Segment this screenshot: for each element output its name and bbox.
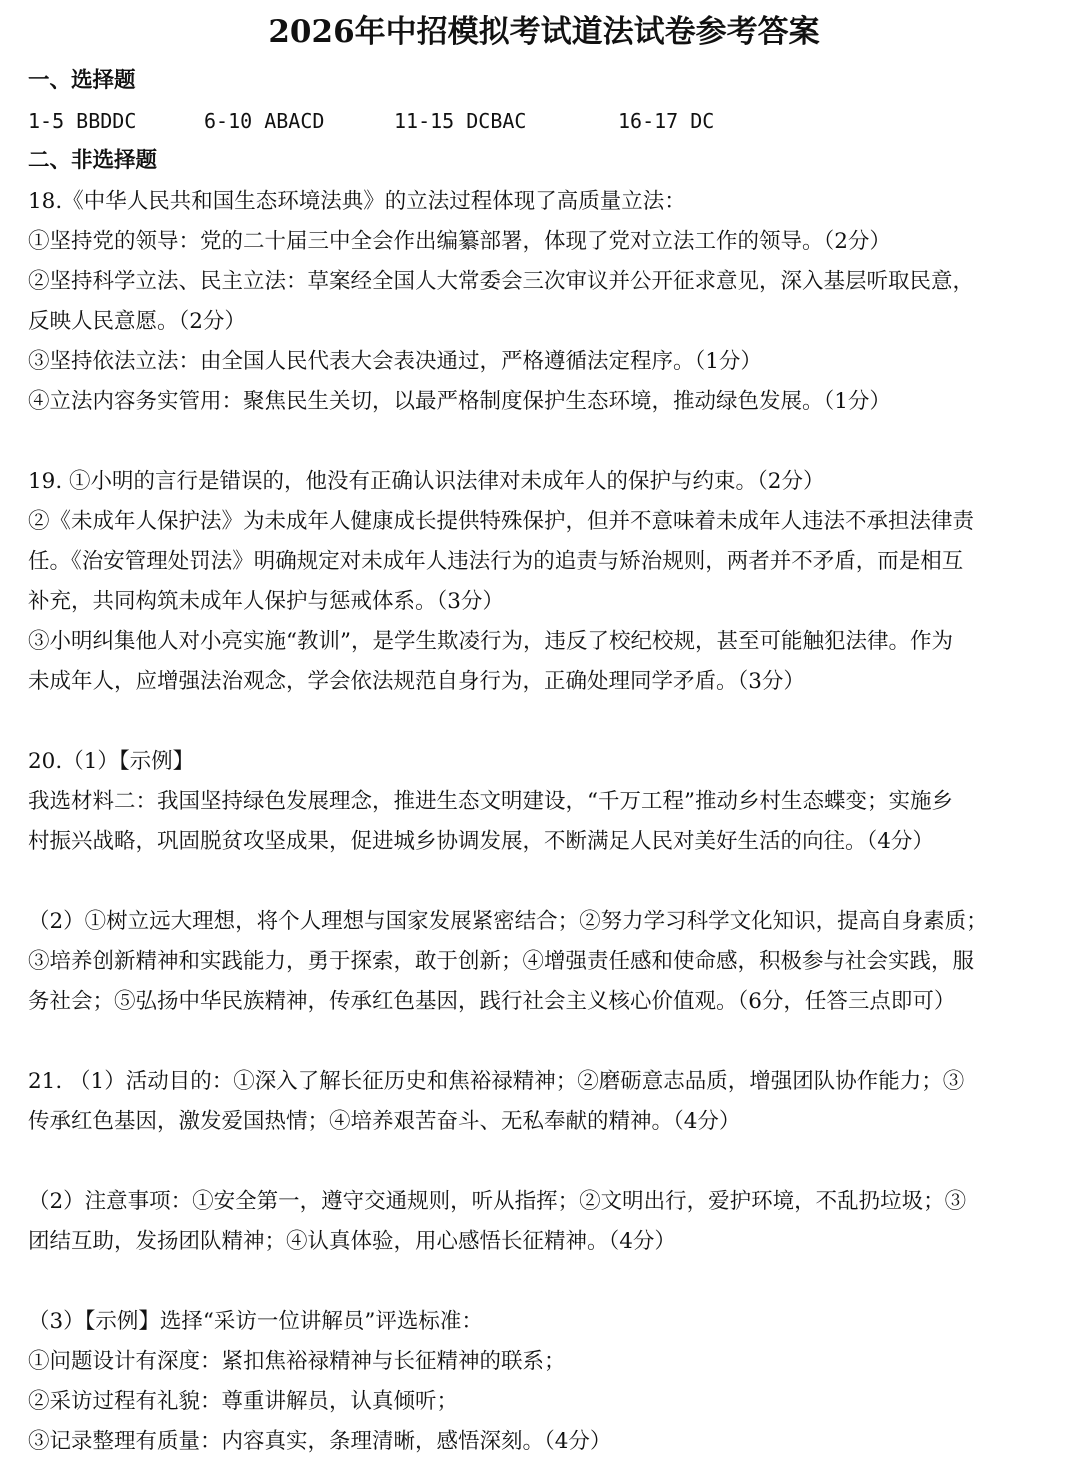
q20-part2-line: 务社会；⑤弘扬中华民族精神，传承红色基因，践行社会主义核心价值观。（6分，任答三点即可） bbox=[28, 989, 956, 1014]
q18-line: ④立法内容务实管用：聚焦民生关切，以最严格制度保护生态环境，推动绿色发展。（1分） bbox=[28, 389, 891, 414]
mc-answer-group: 6-10 ABACD bbox=[204, 109, 325, 133]
q21-part1-line: 传承红色基因，激发爱国热情；④培养艰苦奋斗、无私奉献的精神。（4分） bbox=[28, 1109, 741, 1134]
q21-part1-line: 21. （1）活动目的：①深入了解长征历史和焦裕禄精神；②磨砺意志品质，增强团队协作能力；③ bbox=[28, 1069, 965, 1094]
mc-answer-group: 11-15 DCBAC bbox=[394, 109, 527, 133]
q21-part2-line: （2）注意事项：①安全第一，遵守交通规则，听从指挥；②文明出行，爱护环境，不乱扔垃圾；③ bbox=[28, 1189, 967, 1214]
q18-line: ②坚持科学立法、民主立法：草案经全国人大常委会三次审议并公开征求意见，深入基层听取民意， bbox=[28, 269, 975, 294]
q18-line: 反映人民意愿。（2分） bbox=[28, 309, 246, 334]
q21-part3-line: ②采访过程有礼貌：尊重讲解员，认真倾听； bbox=[28, 1389, 459, 1414]
q19-line: ②《未成年人保护法》为未成年人健康成长提供特殊保护，但并不意味着未成年人违法不承担法律责 bbox=[28, 509, 975, 534]
q21-part3-line: ①问题设计有深度：紧扣焦裕禄精神与长征精神的联系； bbox=[28, 1349, 566, 1374]
q18-line: 18.《中华人民共和国生态环境法典》的立法过程体现了高质量立法： bbox=[28, 189, 686, 214]
mc-answer-group: 1-5 BBDDC bbox=[28, 109, 137, 133]
q20-part2-line: （2）①树立远大理想，将个人理想与国家发展紧密结合；②努力学习科学文化知识，提高自身素质； bbox=[28, 909, 988, 934]
q19-line: 未成年人，应增强法治观念，学会依法规范自身行为，正确处理同学矛盾。（3分） bbox=[28, 669, 805, 694]
q20-part1-line: 村振兴战略，巩固脱贫攻坚成果，促进城乡协调发展，不断满足人民对美好生活的向往。（4分） bbox=[28, 829, 934, 854]
q18-line: ①坚持党的领导：党的二十届三中全会作出编纂部署，体现了党对立法工作的领导。（2分） bbox=[28, 229, 891, 254]
q20-part1-line: 20.（1）【示例】 bbox=[28, 749, 195, 774]
q19-line: 19. ①小明的言行是错误的，他没有正确认识法律对未成年人的保护与约束。（2分） bbox=[28, 469, 825, 494]
page-title: 2026年中招模拟考试道法试卷参考答案 bbox=[268, 14, 820, 50]
q20-part1-line: 我选材料二：我国坚持绿色发展理念，推进生态文明建设，“千万工程”推动乡村生态蝶变；实施乡 bbox=[28, 789, 953, 814]
q19-line: 任。《治安管理处罚法》明确规定对未成年人违法行为的追责与矫治规则，两者并不矛盾，而是相互 bbox=[28, 549, 964, 574]
section-heading-multiple-choice: 一、选择题 bbox=[28, 68, 136, 93]
q19-line: 补充，共同构筑未成年人保护与惩戒体系。（3分） bbox=[28, 589, 504, 614]
section-heading-non-choice: 二、非选择题 bbox=[28, 148, 158, 173]
q21-part3-line: （3）【示例】选择“采访一位讲解员”评选标准： bbox=[28, 1309, 483, 1334]
q21-part3-line: ③记录整理有质量：内容真实，条理清晰，感悟深刻。（4分） bbox=[28, 1429, 612, 1454]
mc-answer-group: 16-17 DC bbox=[618, 109, 715, 133]
q20-part2-line: ③培养创新精神和实践能力，勇于探索，敢于创新；④增强责任感和使命感，积极参与社会实践，服 bbox=[28, 949, 975, 974]
q18-line: ③坚持依法立法：由全国人民代表大会表决通过，严格遵循法定程序。（1分） bbox=[28, 349, 762, 374]
q21-part2-line: 团结互助，发扬团队精神；④认真体验，用心感悟长征精神。（4分） bbox=[28, 1229, 676, 1254]
q19-line: ③小明纠集他人对小亮实施“教训”，是学生欺凌行为，违反了校纪校规，甚至可能触犯法律。作为 bbox=[28, 629, 953, 654]
